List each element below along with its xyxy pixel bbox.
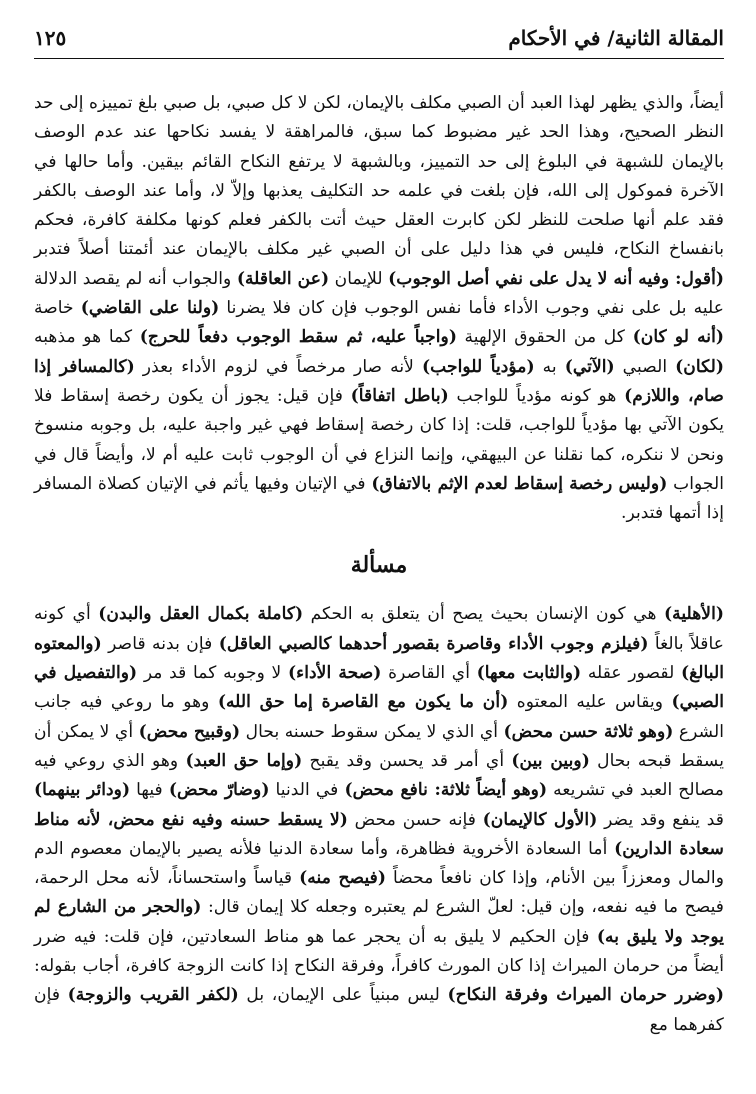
text-run: لا وجوبه كما قد مر [137, 663, 288, 684]
bold-run: (لكفر القريب والزوجة) [67, 985, 239, 1006]
bold-run: (وإما حق العبد) [185, 750, 303, 771]
text-run: لقصور عقله [581, 663, 682, 684]
text-run: هي كون الإنسان بحيث يصح أن يتعلق به الحكم [303, 604, 664, 625]
paragraph-child-faith [34, 89, 724, 528]
bold-run: (ودائر بينهما) [34, 780, 131, 801]
bold-run: (وهو ثلاثة حسن محض) [503, 721, 674, 742]
text-run: أما السعادة الأخروية فظاهرة، وأما سعادة الدنيا فلأنه يصير بالإيمان معصوم الدم والمال ومعززاً بين الأنام، وإذا كان نافعاً محضاً [34, 838, 724, 889]
text-run: قياساً واستحساناً، لأنه محل الرحمة، فيصح ما فيه نفعه، وإن قيل: لعلّ الشرع لم يعتبره وجعله كلا إيمان قال: [34, 868, 725, 918]
text-run: والجواب أنه لم يقصد الدلالة عليه بل على نفي وجوب الأداء فأما نفس الوجوب فإن كان فلا يضرنا [34, 268, 724, 319]
bold-run: (فيصح منه) [299, 868, 386, 889]
text-run: أي أمر قد يحسن وقد يقبح [302, 750, 512, 771]
text-run: فيها [130, 780, 169, 801]
text-run: فإن بدنه قاصر [101, 633, 219, 654]
bold-run: (أن ما يكون مع القاصرة إما حق الله) [217, 692, 509, 713]
text-run: الصبي [614, 356, 676, 377]
bold-run: (كاملة بكمال العقل والبدن) [98, 604, 304, 625]
bold-run: (والتفصيل في الصبي) [34, 663, 724, 713]
bold-run: (أقول: وفيه أنه لا يدل على نفي أصل الوجوب) [388, 268, 725, 289]
bold-run: (ولنا على القاضي) [80, 298, 220, 319]
text-run: فإن قيل: يجوز أن يكون رخصة إسقاط فلا يكون الآتي بها مؤدياً للواجب، قلت: إذا كان رخصة إسقاط فهي غير واجبة عليه، بل وجوبه منسوخ ونحن لا ننكره، كما نقلنا عن البيهقي، وإنما النزاع في أن الوجوب ثابت عليه أم لا، وأيضاً قال في الجواب [34, 385, 725, 494]
bold-run: (لا يسقط حسنه وفيه نفع محض، لأنه مناط سعادة الدارين) [34, 809, 725, 859]
bold-run: (وضارّ محض) [168, 780, 270, 801]
bold-run: (فيلزم وجوب الأداء وقاصرة بقصور أحدهما كالصبي العاقل) [218, 633, 649, 654]
text-run: كل من الحقوق الإلهية [456, 327, 633, 348]
bold-run: (الأول كالإيمان) [482, 809, 598, 830]
running-header [34, 26, 724, 59]
text-run: أي لا يمكن أن يسقط قبحه بحال [34, 721, 724, 771]
bold-run: (والمعتوه البالغ) [34, 633, 724, 684]
bold-run: (الآتي) [564, 356, 615, 377]
bold-run: (عن العاقلة) [236, 268, 330, 289]
text-run: فإن كفرهما مع [34, 985, 724, 1035]
text-run: كما هو مذهبه [34, 327, 140, 348]
bold-run: (واجباً عليه، ثم سقط الوجوب دفعاً للحرج) [139, 327, 457, 348]
bold-run: (وقبيح محض) [138, 721, 241, 742]
bold-run: (أنه لو كان) [632, 327, 724, 348]
bold-run: (وضرر حرمان الميراث وفرقة النكاح) [447, 985, 724, 1006]
text-run: به [534, 356, 565, 377]
page-number: ١٢٥ [34, 26, 67, 50]
bold-run: (وهو أيضاً ثلاثة: نافع محض) [344, 780, 548, 801]
text-run: في الدنيا [269, 780, 345, 801]
section-heading: مسألة [350, 552, 408, 579]
bold-run: (مؤدياً للواجب) [422, 356, 535, 377]
text-run: ويقاس عليه المعتوه [508, 692, 672, 713]
bold-run: (وبين بين) [511, 750, 590, 771]
text-run: وهو الذي روعي فيه مصالح العبد في تشريعه [34, 750, 724, 801]
text-run: ليس مبنياً على الإيمان، بل [238, 985, 448, 1006]
bold-run: (صحة الأداء) [288, 663, 382, 684]
text-run: خاصة [34, 298, 81, 319]
bold-run: (لكان) [675, 356, 724, 377]
chapter-title: المقالة الثانية/ في الأحكام [508, 26, 724, 50]
text-run: في الإتيان وفيها يأثم في الإتيان كصلاة المسافر إذا أتمها فتدبر. [34, 473, 724, 524]
bold-run: (والثابت معها) [476, 663, 582, 684]
text-run: هو كونه مؤدياً للواجب [448, 385, 625, 406]
bold-run: (كالمسافر إذا صام، واللازم) [34, 356, 724, 406]
text-run: أيضاً، والذي يظهر لهذا العبد أن الصبي مكلف بالإيمان، لكن لا كل صبي، بل صبي بلغ تمييزه إلى حد النظر الصحيح، وهذا الحد غير مضبوط كما سبق، فالمراهقة لا يفسد نكاحها عند عدم الوصف بالإيمان للشبهة في البلوغ إلى حد التمييز، وبالشبهة لا يرتفع النكاح القائم بيقين. وأما حالها في الآخرة فموكول إلى الله، فإن بلغت في علمه حد التكليف يعذبها وإلاّ لا، وأما عند الوصف بالكفر فقد علم أنها صلحت للنظر لكن كابرت العقل حيث أتت بالكفر فعلم كونها مكلفة كافرة، فحكم بانفساخ النكاح، فليس في هذا دليل على أن الصبي غير مكلف بالإيمان عند أئمتنا أصلاً فتدبر [34, 93, 724, 260]
text-run: للإيمان [329, 268, 389, 289]
bold-run: (الأهلية) [664, 604, 724, 625]
text-run: لأنه صار مرخصاً في لزوم الأداء بعذر [134, 356, 422, 377]
text-run: وهو ما روعي فيه جانب الشرع [34, 692, 724, 742]
bold-run: (باطل اتفاقاً) [350, 385, 449, 406]
bold-run: (والحجر من الشارع لم يوجد ولا يليق به) [34, 897, 724, 947]
text-run: فإن الحكيم لا يليق به أن يحجر عما هو مناط السعادتين، فإن قلت: فيه ضرر أيضاً من حرمان الميراث إذا كان المورث كافراً، وفرقة النكاح إذا كانت الزوجة كافرة، أجاب بقوله: [34, 926, 724, 977]
text-run: أي كونه عاقلاً بالغاً [34, 604, 724, 654]
bold-run: (وليس رخصة إسقاط لعدم الإثم بالاتفاق) [371, 473, 668, 494]
text-run: فإنه حسن محض [347, 809, 483, 830]
paragraph-capacity [34, 600, 724, 1039]
text-run: قد ينفع وقد يضر [597, 809, 724, 830]
text-run: أي الذي لا يمكن سقوط حسنه بحال [240, 721, 504, 742]
text-run: أي القاصرة [381, 663, 477, 684]
